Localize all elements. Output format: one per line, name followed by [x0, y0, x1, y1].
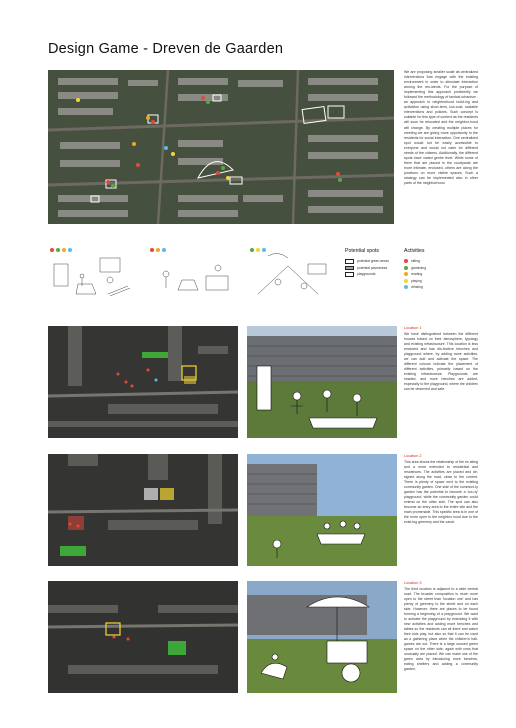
dot-sitting — [150, 248, 154, 252]
dot-drinking — [68, 248, 72, 252]
sketch-1-activity-dots — [50, 248, 72, 252]
dot-gardening — [56, 248, 60, 252]
legend-activity-label: gardening — [411, 265, 427, 270]
legend-activity-label: reading — [411, 272, 423, 277]
sketch-3-activity-dots — [250, 248, 266, 252]
dot-sitting — [50, 248, 54, 252]
location-3-description — [404, 581, 478, 672]
legend-activity-label: drinking — [411, 285, 423, 290]
green-area-swatch — [345, 259, 354, 264]
activity-sketches — [48, 246, 338, 300]
dot-reading — [156, 248, 160, 252]
location-2-body: This area shows the relationship of the ex-isting and a more extended to residential and residences. The activities are placed and de-signed along the road, close to the current. There is plenty of space next to the existing community garden. One side of the communi-ty garden has the potential to become a 'cou-ty' playground, while the community garden could extend on the other side. The spot can also become an entry area to the entire site and the main promenade. This specific area is in one of the more open to the neighbor hood due to the exist-ing greenery and the canal. — [404, 460, 478, 524]
location-1-map-graphic — [48, 326, 238, 438]
intro-paragraph: We are proposing smaller scale de-centralized interventions that engage with the existing environment in order to stimulate interaction among the res-idents. For the purpose of implementing this approach proficiently we followed the methodology of tactical urbanism - an approach to neighborhood build-ing and activation using short-term, low-cost, scalable interventions and policies. Such concept is suitable for this type of context as the residents will soon be relocated and the neighbor-hood will change. By creating multiple places for meeting we are giving more opportunity to the residents for social interaction. One centralized spot would not be easily accessible to everyone and would not cater for different needs of the citizens. Additionally, the different spots have varied gentle level. While some of them that are placed in the courtyards are more intimate, enclosed, others are along the junctions on more visible spaces. Such a strategy can be implemented also in other parts of the neighborhood. — [404, 70, 478, 186]
location-3-collage-graphic — [247, 581, 397, 693]
aerial-map-graphic — [48, 70, 394, 224]
sitting-dot — [404, 259, 408, 263]
location-2-photo-collage — [247, 454, 397, 566]
location-3-photo-collage — [247, 581, 397, 693]
legend-spot-label: playgrounds — [357, 272, 376, 277]
dot-drinking — [162, 248, 166, 252]
dot-drinking — [262, 248, 266, 252]
location-2-map — [48, 454, 238, 566]
gardening-dot — [404, 266, 408, 270]
sketch-2 — [148, 246, 236, 300]
page-title: Design Game - Dreven de Gaarden — [48, 41, 284, 57]
paved-area-swatch — [345, 266, 354, 271]
sketch-2-activity-dots — [150, 248, 166, 252]
location-2-map-graphic — [48, 454, 238, 566]
location-1-collage-graphic — [247, 326, 397, 438]
activities-legend — [404, 248, 464, 291]
sketch-1 — [48, 246, 136, 300]
potential-spots-title: Potential spots — [345, 248, 380, 254]
location-1-description — [404, 326, 478, 392]
sketch-2-drawing — [148, 246, 236, 300]
location-1-title: Location 1 — [404, 326, 422, 330]
legend-spot-label: potential green areas — [357, 259, 389, 264]
legend-spot-playground — [345, 271, 401, 278]
legend-activity-drinking — [404, 284, 464, 291]
drinking-dot — [404, 285, 408, 289]
dot-gardening — [250, 248, 254, 252]
location-3-title: Location 3 — [404, 581, 422, 585]
dot-playing — [256, 248, 260, 252]
legend-activity-label: playing — [411, 278, 422, 283]
sketch-3-drawing — [248, 246, 336, 300]
overview-aerial-map — [48, 70, 394, 224]
sketch-1-drawing — [48, 246, 136, 300]
location-3-body: The third location is adjacent to a wide central road. The broader composition is much more open to the street than 'location one' and has plenty of greenery to the street and on each side. However, there are places to be found forming a beginning of a playground. We want to activate the playground by extending it with new activities and adding more benches and tables so the residents can sit there and watch their kids play, but also so that it can be used as a gathering place when the children's ball-games are out. There is a large unused green space on the other side, again with rows that unusually are placed. We can make use of the green area by introducing more benches, eating shelters and adding a community garden. — [404, 587, 478, 671]
location-1-photo-collage — [247, 326, 397, 438]
legend-spot-label: potential pavedness — [357, 265, 388, 270]
playground-swatch — [345, 272, 354, 277]
potential-spots-legend — [345, 248, 401, 278]
location-3-map — [48, 581, 238, 693]
location-2-description — [404, 454, 478, 525]
reading-dot — [404, 272, 408, 276]
legend-activity-label: sitting — [411, 259, 420, 264]
location-1-map — [48, 326, 238, 438]
activities-title: Activities — [404, 248, 425, 254]
location-2-collage-graphic — [247, 454, 397, 566]
location-3-map-graphic — [48, 581, 238, 693]
sketch-3 — [248, 246, 336, 300]
location-2-title: Location 2 — [404, 454, 422, 458]
location-1-body: We have distinguished between the different houses based on their atmosphere, typology and existing infrastructure. This location is less enclosed and has dis-tinctive benches and playground where, by adding more activities, we can add and activate the space. The different colours indicate the placement of different activities, primarily based on the existing infrastructure. Playgrounds are shaded, and more benches are added, especially to the playground, where the children can be observed and safe. — [404, 332, 478, 391]
dot-reading — [62, 248, 66, 252]
playing-dot — [404, 279, 408, 283]
